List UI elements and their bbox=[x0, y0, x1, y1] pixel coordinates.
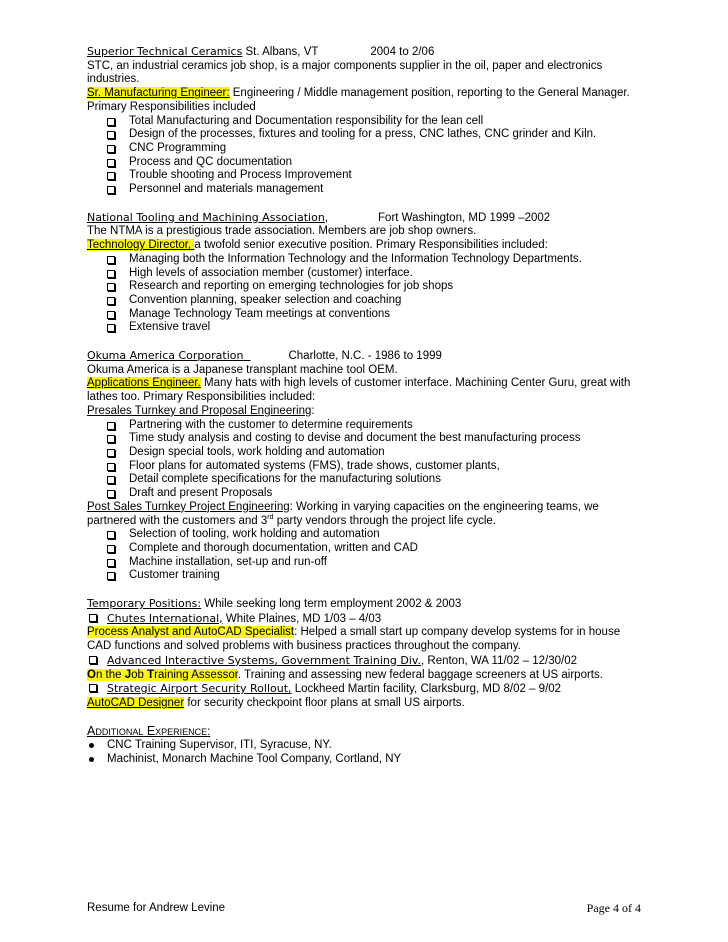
checkbox-bullet-icon bbox=[89, 684, 97, 692]
checkbox-bullet-icon bbox=[107, 256, 115, 264]
list-item: Selection of tooling, work holding and automation bbox=[107, 528, 647, 542]
job-header bbox=[87, 45, 647, 60]
temporary-heading: Temporary Positions: While seeking long term employment 2002 & 2003 bbox=[87, 597, 462, 611]
presales-list bbox=[87, 419, 647, 501]
checkbox-bullet-icon bbox=[107, 172, 115, 180]
job-dates: 2004 to 2/06 bbox=[370, 46, 435, 58]
responsibility-list bbox=[87, 253, 647, 335]
role-title: Sr. Manufacturing Engineer: bbox=[87, 87, 230, 100]
checkbox-bullet-icon bbox=[89, 656, 97, 664]
job-header bbox=[87, 349, 647, 364]
list-item: Complete and thorough documentation, written and CAD bbox=[107, 542, 647, 556]
additional-heading: Additional Experience: bbox=[87, 723, 211, 738]
company-description: Okuma America is a Japanese transplant machine tool OEM. bbox=[87, 363, 398, 376]
checkbox-bullet-icon bbox=[107, 131, 115, 139]
company-name: Superior Technical Ceramics bbox=[87, 45, 243, 58]
checkbox-bullet-icon bbox=[107, 145, 115, 153]
company-description: STC, an industrial ceramics job shop, is a major components supplier in the oil, paper and electronics industries. bbox=[87, 59, 603, 86]
temp-job-chutes: Chutes International, White Plaines, MD 1/03 – 4/03 bbox=[87, 612, 647, 627]
additional-experience bbox=[87, 725, 647, 767]
job-header: National Tooling and Machining Association, Fort Washington, MD 1999 –2002 bbox=[87, 210, 551, 224]
list-item: Partnering with the customer to determine requirements bbox=[107, 419, 647, 433]
job-location: St. Albans, VT bbox=[245, 46, 319, 58]
checkbox-bullet-icon bbox=[107, 186, 115, 194]
list-item: Total Manufacturing and Documentation responsibility for the lean cell bbox=[107, 115, 647, 129]
postsales-list bbox=[87, 528, 647, 583]
role-description: Engineering / Middle management position, reporting to the General Manager. Primary Responsibilities included bbox=[87, 87, 630, 113]
role-line bbox=[87, 377, 647, 404]
checkbox-bullet-icon bbox=[107, 324, 115, 332]
job-location-dates: Fort Washington, MD 1999 –2002 bbox=[378, 211, 551, 224]
temp-role-ais: On the Job Training Assessor. Training and assessing new federal baggage screeners at US airports. bbox=[87, 668, 603, 681]
list-item: Time study analysis and costing to devise and document the best manufacturing process bbox=[107, 432, 647, 446]
checkbox-bullet-icon bbox=[107, 490, 115, 498]
list-item: Draft and present Proposals bbox=[107, 487, 647, 501]
job-okuma bbox=[87, 349, 647, 583]
checkbox-bullet-icon bbox=[107, 449, 115, 457]
list-item: Design of the processes, fixtures and tooling for a press, CNC lathes, CNC grinder and Kiln. bbox=[107, 128, 647, 142]
checkbox-bullet-icon bbox=[107, 435, 115, 443]
list-item: High levels of association member (customer) interface. bbox=[107, 267, 647, 281]
checkbox-bullet-icon bbox=[107, 311, 115, 319]
temp-role-chutes: Process Analyst and AutoCAD Specialist: Helped a small start up company develop systems for in house CAD functions and solved problems with business practices throughout the company. bbox=[87, 626, 621, 653]
list-item: Managing both the Information Technology and the Information Technology Departments. bbox=[107, 253, 647, 267]
list-item: CNC Programming bbox=[107, 142, 647, 156]
job-superior-technical-ceramics bbox=[87, 45, 647, 197]
list-item: Design special tools, work holding and automation bbox=[107, 446, 647, 460]
footer-title: Resume for Andrew Levine bbox=[87, 902, 226, 914]
resume-page-content bbox=[87, 45, 647, 767]
list-item: Process and QC documentation bbox=[107, 156, 647, 170]
list-item: Research and reporting on emerging technologies for job shops bbox=[107, 280, 647, 294]
company-name: National Tooling and Machining Association bbox=[87, 210, 325, 224]
checkbox-bullet-icon bbox=[107, 283, 115, 291]
checkbox-bullet-icon bbox=[107, 559, 115, 567]
list-item: CNC Training Supervisor, ITI, Syracuse, NY. bbox=[87, 739, 647, 753]
list-item: Machine installation, set-up and run-off bbox=[107, 556, 647, 570]
role-title: Technology Director, bbox=[87, 239, 195, 252]
list-item: Trouble shooting and Process Improvement bbox=[107, 169, 647, 183]
job-location-dates: Charlotte, N.C. - 1986 to 1999 bbox=[288, 350, 442, 363]
additional-list bbox=[87, 739, 647, 766]
job-ntma bbox=[87, 211, 647, 335]
role-line bbox=[87, 87, 647, 114]
list-item: Convention planning, speaker selection and coaching bbox=[107, 294, 647, 308]
list-item: Manage Technology Team meetings at conventions bbox=[107, 308, 647, 322]
checkbox-bullet-icon bbox=[107, 572, 115, 580]
postsales-paragraph: Post Sales Turnkey Project Engineering: Working in varying capacities on the engineering teams, we partnered with the customers and 3rd party vendors through the project life cycle. bbox=[87, 500, 599, 527]
checkbox-bullet-icon bbox=[89, 614, 97, 622]
checkbox-bullet-icon bbox=[107, 297, 115, 305]
list-item: Customer training bbox=[107, 569, 647, 583]
page-footer bbox=[87, 902, 641, 916]
company-description: The NTMA is a prestigious trade association. Members are job shop owners. bbox=[87, 225, 477, 238]
bullet-dot-icon bbox=[89, 743, 94, 748]
list-item: Personnel and materials management bbox=[107, 183, 647, 197]
list-item: Machinist, Monarch Machine Tool Company, Cortland, NY bbox=[87, 753, 647, 767]
company-name: Okuma America Corporation bbox=[87, 349, 244, 363]
temp-role-sasr: AutoCAD Designer for security checkpoint floor plans at small US airports. bbox=[87, 696, 465, 709]
checkbox-bullet-icon bbox=[107, 545, 115, 553]
bullet-dot-icon bbox=[89, 757, 94, 762]
checkbox-bullet-icon bbox=[107, 422, 115, 430]
checkbox-bullet-icon bbox=[107, 531, 115, 539]
temporary-positions bbox=[87, 597, 647, 711]
role-description: a twofold senior executive position. Primary Responsibilities included: bbox=[194, 239, 548, 252]
list-item: Detail complete specifications for the manufacturing solutions bbox=[107, 473, 647, 487]
role-line bbox=[87, 239, 647, 253]
responsibility-list bbox=[87, 115, 647, 197]
presales-heading: Presales Turnkey and Proposal Engineering: bbox=[87, 404, 315, 417]
list-item: Extensive travel bbox=[107, 321, 647, 335]
role-description: Many hats with high levels of customer interface. Machining Center Guru, great with lathes too. Primary Responsibilities included: bbox=[87, 377, 631, 404]
checkbox-bullet-icon bbox=[107, 159, 115, 167]
page-number: Page 4 of 4 bbox=[586, 901, 641, 915]
checkbox-bullet-icon bbox=[107, 476, 115, 484]
checkbox-bullet-icon bbox=[107, 118, 115, 126]
temp-job-ais: Advanced Interactive Systems, Government Training Div., Renton, WA 11/02 – 12/30/02 bbox=[87, 654, 647, 669]
role-title: Applications Engineer. bbox=[87, 377, 201, 390]
temp-job-sasr: Strategic Airport Security Rollout, Lockheed Martin facility, Clarksburg, MD 8/02 – 9/02 bbox=[87, 682, 647, 697]
checkbox-bullet-icon bbox=[107, 463, 115, 471]
checkbox-bullet-icon bbox=[107, 270, 115, 278]
list-item: Floor plans for automated systems (FMS), trade shows, customer plants, bbox=[107, 460, 647, 474]
